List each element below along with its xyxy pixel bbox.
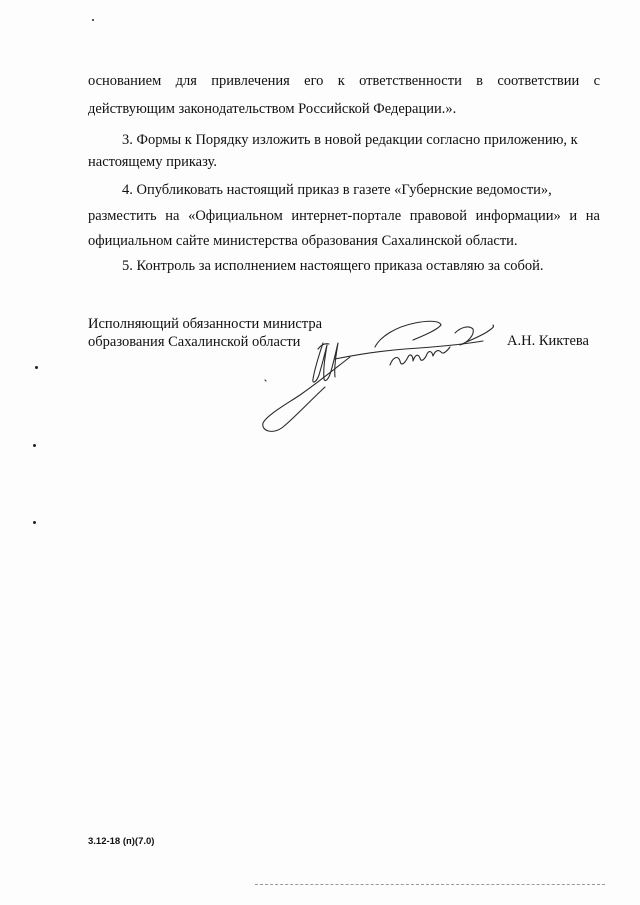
signatory-title-line-1: Исполняющий обязанности министра: [88, 316, 323, 332]
item-4-line-3: официальном сайте министерства образования Сахалинской области.: [88, 233, 518, 249]
continuation-line-1: основанием для привлечения его к ответственности в соответствии с: [88, 73, 600, 89]
signatory-name: А.Н. Киктева: [507, 333, 589, 349]
document-code: 3.12-18 (п)(7.0): [88, 836, 155, 847]
scan-speck: [33, 521, 36, 524]
continuation-line-2: действующим законодательством Российской Федерации.».: [88, 101, 457, 117]
scan-speck: [35, 366, 38, 369]
item-3-line-1: 3. Формы к Порядку изложить в новой редакции согласно приложению, к: [122, 132, 578, 148]
scan-speck: [92, 19, 94, 21]
handwritten-signature: [255, 305, 500, 440]
item-4-line-2: разместить на «Официальном интернет-портале правовой информации» и на: [88, 208, 600, 224]
item-4-line-1: 4. Опубликовать настоящий приказ в газете «Губернские ведомости»,: [122, 182, 552, 198]
scan-bottom-line: [255, 884, 605, 885]
item-5: 5. Контроль за исполнением настоящего приказа оставляю за собой.: [122, 258, 544, 274]
item-3-line-2: настоящему приказу.: [88, 154, 217, 170]
scan-speck: [33, 444, 36, 447]
signatory-title-line-2: образования Сахалинской области: [88, 334, 301, 350]
